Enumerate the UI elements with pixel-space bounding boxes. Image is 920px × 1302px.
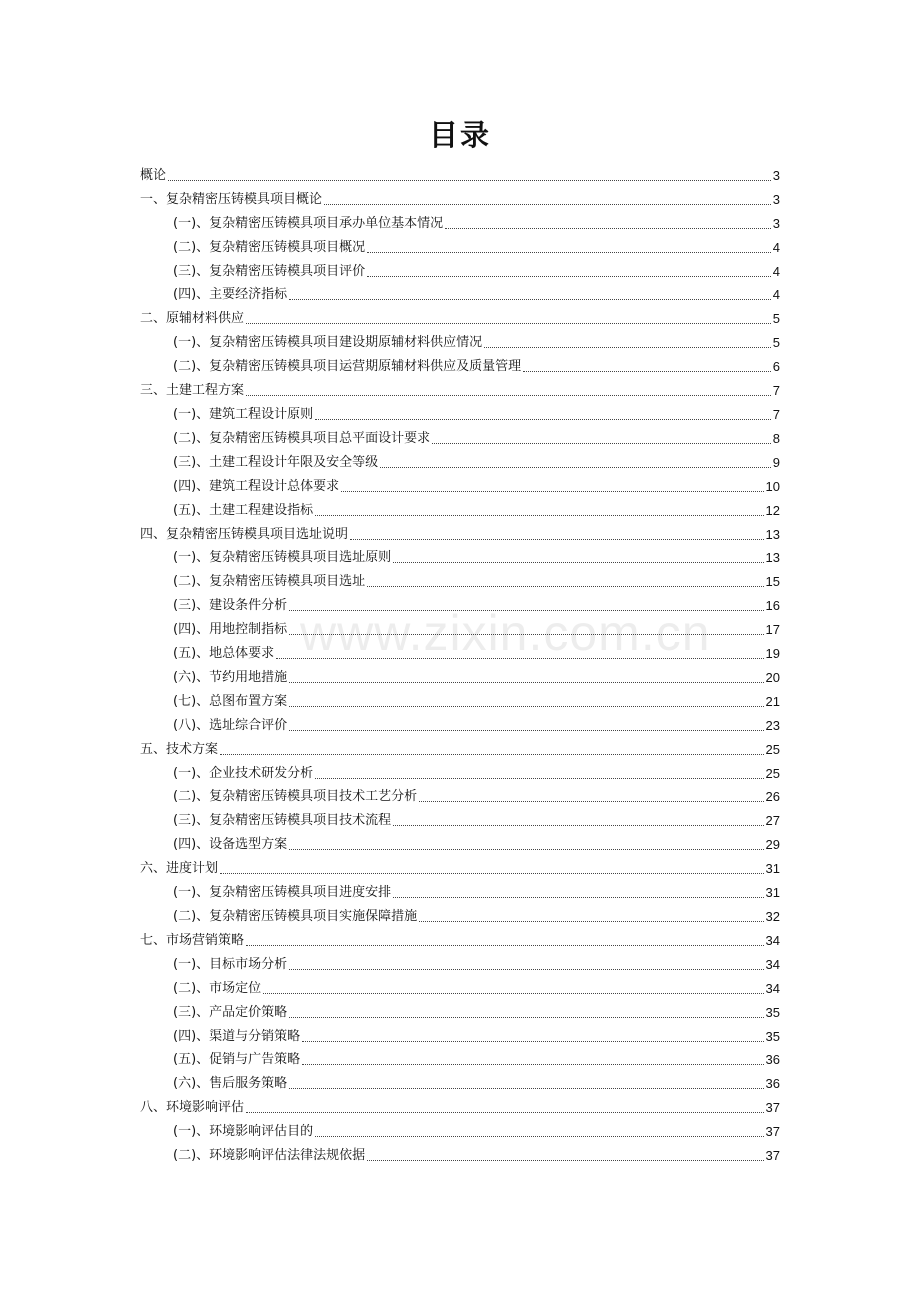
toc-entry[interactable] (140, 926, 780, 950)
toc-entry-title: (六)、售后服务策略 (173, 1076, 288, 1092)
toc-page-number: 3 (772, 167, 780, 183)
toc-page-number: 4 (772, 239, 780, 255)
toc-entry[interactable] (140, 400, 780, 424)
toc-page-number: 7 (772, 383, 780, 399)
toc-entry-title: (五)、土建工程建设指标 (173, 502, 314, 518)
toc-dot-leader (315, 515, 763, 516)
toc-page-number: 29 (765, 837, 780, 853)
toc-page-number: 20 (765, 669, 780, 685)
toc-page-number: 10 (765, 478, 780, 494)
toc-entry-title: (六)、节约用地措施 (173, 669, 288, 685)
toc-entry-title: (二)、复杂精密压铸模具项目实施保障措施 (173, 909, 418, 924)
toc-dot-leader (289, 969, 763, 970)
toc-entry[interactable] (140, 304, 780, 328)
toc-entry-title: (五)、地总体要求 (173, 646, 275, 662)
toc-page-number: 9 (772, 454, 780, 470)
toc-entry[interactable] (140, 615, 780, 639)
toc-entry[interactable] (140, 161, 780, 185)
toc-page-number: 37 (765, 1124, 780, 1140)
toc-entry-title: (二)、复杂精密压铸模具项目概况 (173, 239, 366, 255)
toc-entry-title: 六、进度计划 (140, 861, 219, 877)
toc-page-number: 37 (765, 1100, 780, 1116)
toc-entry-title: (二)、市场定位 (173, 980, 262, 996)
toc-entry-title: (三)、建设条件分析 (173, 598, 288, 614)
toc-page-number: 4 (772, 263, 780, 279)
toc-page-number: 25 (765, 765, 780, 781)
toc-dot-leader (289, 730, 763, 731)
toc-dot-leader (324, 204, 771, 205)
toc-dot-leader (393, 562, 763, 563)
toc-dot-leader (393, 825, 763, 826)
toc-page-number: 3 (772, 191, 780, 207)
toc-dot-leader (289, 634, 763, 635)
toc-page-number: 34 (765, 956, 780, 972)
toc-dot-leader (289, 1017, 763, 1018)
toc-entry[interactable] (140, 783, 780, 807)
toc-page-number: 19 (765, 646, 780, 662)
toc-page-number: 15 (765, 574, 780, 590)
toc-page-number: 35 (765, 1004, 780, 1020)
toc-page-number: 21 (765, 693, 780, 709)
toc-entry-title: (三)、复杂精密压铸模具项目评价 (173, 263, 366, 279)
toc-dot-leader (263, 993, 763, 994)
toc-dot-leader (289, 1088, 763, 1089)
toc-dot-leader (341, 491, 763, 492)
toc-dot-leader (445, 228, 771, 229)
toc-dot-leader (168, 180, 771, 181)
toc-page-number: 17 (765, 622, 780, 638)
toc-page-number: 25 (765, 741, 780, 757)
table-of-contents (140, 161, 780, 1165)
toc-page-number: 36 (765, 1052, 780, 1068)
toc-entry-title: (二)、环境影响评估法律法规依据 (173, 1148, 366, 1164)
toc-entry[interactable] (140, 998, 780, 1022)
toc-dot-leader (302, 1064, 763, 1065)
toc-dot-leader (315, 778, 763, 779)
toc-entry-title: (一)、复杂精密压铸模具项目选址原则 (173, 550, 392, 566)
toc-page-number: 32 (765, 909, 780, 924)
toc-entry[interactable] (140, 328, 780, 352)
toc-entry[interactable] (140, 663, 780, 687)
toc-entry-title: (三)、复杂精密压铸模具项目技术流程 (173, 813, 392, 829)
toc-entry-title: (一)、复杂精密压铸模具项目承办单位基本情况 (173, 215, 444, 231)
toc-entry[interactable] (140, 520, 780, 544)
toc-page-number: 13 (765, 526, 780, 542)
toc-dot-leader (302, 1041, 763, 1042)
toc-dot-leader (276, 658, 763, 659)
toc-dot-leader (380, 467, 771, 468)
toc-entry[interactable] (140, 1141, 780, 1165)
toc-entry-title: 概论 (140, 167, 167, 183)
toc-entry-title: (一)、目标市场分析 (173, 956, 288, 972)
toc-page-number: 4 (772, 287, 780, 303)
toc-dot-leader (289, 610, 763, 611)
toc-page-number: 34 (765, 932, 780, 948)
toc-entry[interactable] (140, 830, 780, 854)
toc-entry-title: (二)、复杂精密压铸模具项目总平面设计要求 (173, 430, 431, 446)
toc-entry[interactable] (140, 257, 780, 281)
toc-entry-title: (四)、用地控制指标 (173, 622, 288, 638)
toc-page-number: 27 (765, 813, 780, 829)
toc-dot-leader (367, 276, 771, 277)
toc-entry-title: (八)、选址综合评价 (173, 717, 288, 733)
toc-entry[interactable] (140, 1046, 780, 1070)
toc-entry[interactable] (140, 854, 780, 878)
toc-entry-title: (一)、企业技术研发分析 (173, 765, 314, 781)
toc-entry[interactable] (140, 1117, 780, 1141)
toc-entry[interactable] (140, 472, 780, 496)
toc-dot-leader (393, 897, 763, 898)
toc-entry[interactable] (140, 1022, 780, 1046)
toc-entry-title: (一)、复杂精密压铸模具项目建设期原辅材料供应情况 (173, 335, 483, 351)
toc-entry-title: (三)、产品定价策略 (173, 1004, 288, 1020)
toc-page-number: 36 (765, 1076, 780, 1092)
toc-dot-leader (350, 539, 764, 540)
toc-entry[interactable] (140, 376, 780, 400)
toc-entry[interactable] (140, 711, 780, 735)
toc-dot-leader (246, 395, 771, 396)
toc-page-number: 12 (765, 502, 780, 518)
toc-entry-title: (七)、总图布置方案 (173, 693, 288, 709)
toc-dot-leader (246, 323, 771, 324)
toc-dot-leader (484, 347, 771, 348)
toc-entry[interactable] (140, 281, 780, 305)
toc-entry[interactable] (140, 759, 780, 783)
toc-entry-title: (四)、渠道与分销策略 (173, 1028, 301, 1044)
toc-page-number: 7 (772, 406, 780, 422)
toc-entry-title: (一)、建筑工程设计原则 (173, 406, 314, 422)
toc-entry-title: (四)、建筑工程设计总体要求 (173, 478, 340, 494)
toc-entry-title: (五)、促销与广告策略 (173, 1052, 301, 1068)
toc-dot-leader (432, 443, 771, 444)
toc-entry[interactable] (140, 735, 780, 759)
toc-entry[interactable] (140, 352, 780, 376)
toc-entry-title: (三)、土建工程设计年限及安全等级 (173, 454, 379, 470)
toc-dot-leader (220, 873, 764, 874)
toc-page-number: 16 (765, 598, 780, 614)
toc-entry[interactable] (140, 806, 780, 830)
toc-dot-leader (289, 299, 771, 300)
toc-entry[interactable] (140, 448, 780, 472)
toc-dot-leader (289, 849, 763, 850)
toc-dot-leader (289, 706, 763, 707)
toc-dot-leader (367, 252, 771, 253)
page-title: 目录 (428, 118, 491, 152)
toc-entry-title: 五、技术方案 (140, 741, 219, 757)
toc-entry-title: 七、市场营销策略 (140, 932, 245, 948)
toc-entry[interactable] (140, 639, 780, 663)
toc-dot-leader (246, 1112, 764, 1113)
toc-page-number: 6 (772, 359, 780, 375)
toc-entry-title: (四)、主要经济指标 (173, 287, 288, 303)
toc-entry[interactable] (140, 424, 780, 448)
toc-entry[interactable] (140, 496, 780, 520)
toc-entry-title: (二)、复杂精密压铸模具项目运营期原辅材料供应及质量管理 (173, 359, 522, 375)
toc-dot-leader (523, 371, 771, 372)
toc-page-number: 5 (772, 335, 780, 351)
toc-page-number: 3 (772, 215, 780, 231)
toc-page-number: 26 (765, 789, 780, 805)
toc-entry[interactable] (140, 1069, 780, 1093)
toc-dot-leader (367, 586, 763, 587)
toc-entry[interactable] (140, 544, 780, 568)
toc-page-number: 23 (765, 717, 780, 733)
toc-dot-leader (419, 801, 763, 802)
toc-entry[interactable] (140, 902, 780, 926)
toc-entry[interactable] (140, 687, 780, 711)
toc-dot-leader (315, 419, 771, 420)
toc-dot-leader (246, 945, 764, 946)
toc-entry-title: (二)、复杂精密压铸模具项目选址 (173, 574, 366, 590)
toc-dot-leader (220, 754, 764, 755)
toc-page-number: 5 (772, 311, 780, 327)
toc-entry[interactable] (140, 878, 780, 902)
toc-entry[interactable] (140, 209, 780, 233)
toc-page-number: 31 (765, 861, 780, 877)
toc-page-number: 34 (765, 980, 780, 996)
toc-dot-leader (289, 682, 763, 683)
watermark: www.zixin.com.cn (300, 605, 711, 661)
toc-entry[interactable] (140, 591, 780, 615)
toc-entry-title: 八、环境影响评估 (140, 1100, 245, 1116)
toc-page-number: 13 (765, 550, 780, 566)
toc-entry-title: (四)、设备选型方案 (173, 837, 288, 853)
toc-entry[interactable] (140, 1093, 780, 1117)
toc-entry[interactable] (140, 233, 780, 257)
toc-entry-title: (二)、复杂精密压铸模具项目技术工艺分析 (173, 789, 418, 805)
toc-entry-title: (一)、复杂精密压铸模具项目进度安排 (173, 885, 392, 901)
toc-page-number: 37 (765, 1148, 780, 1164)
toc-entry[interactable] (140, 567, 780, 591)
toc-page-number: 35 (765, 1028, 780, 1044)
toc-entry[interactable] (140, 950, 780, 974)
toc-entry-title: (一)、环境影响评估目的 (173, 1124, 314, 1140)
toc-dot-leader (367, 1160, 763, 1161)
toc-entry-title: 一、复杂精密压铸模具项目概论 (140, 191, 323, 207)
toc-page-number: 8 (772, 430, 780, 446)
toc-entry-title: 四、复杂精密压铸模具项目选址说明 (140, 526, 349, 542)
toc-entry-title: 三、土建工程方案 (140, 383, 245, 399)
toc-entry[interactable] (140, 974, 780, 998)
toc-dot-leader (419, 921, 763, 922)
toc-entry-title: 二、原辅材料供应 (140, 311, 245, 327)
toc-page-number: 31 (765, 885, 780, 901)
toc-dot-leader (315, 1136, 763, 1137)
toc-entry[interactable] (140, 185, 780, 209)
